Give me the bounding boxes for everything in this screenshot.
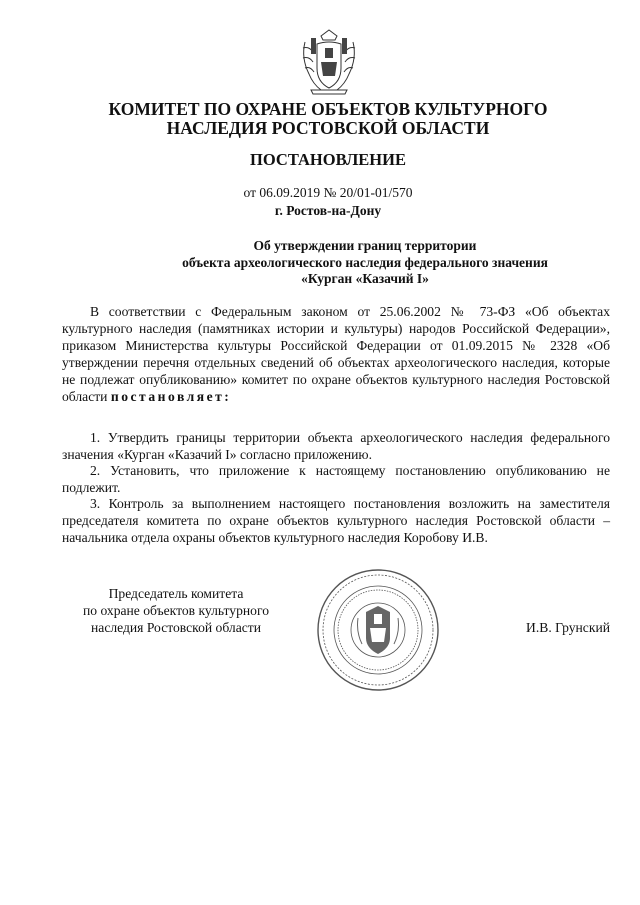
- organization-name: [0, 100, 640, 138]
- subject-line-3: «Курган «Казачий I»: [301, 271, 429, 286]
- coat-of-arms-icon: [299, 28, 359, 96]
- preamble-paragraph: [62, 304, 610, 405]
- subject-line-1: Об утверждении границ территории: [253, 238, 477, 253]
- item-2: 2. Установить, что приложение к настоящему постановлению опубликованию не подлежит.: [62, 463, 610, 495]
- org-line-2: НАСЛЕДИЯ РОСТОВСКОЙ ОБЛАСТИ: [166, 118, 490, 138]
- seal-icon: [316, 568, 440, 692]
- signatory-name: И.В. Грунский: [526, 620, 610, 635]
- signatory-title-line-1: Председатель комитета: [108, 586, 244, 601]
- signatory-title-line-2: по охране объектов культурного: [82, 602, 270, 618]
- document-date-number: от 06.09.2019 № 20/01-01/570: [243, 185, 413, 200]
- subject-line-2: объекта археологического наследия федерального значения: [182, 254, 548, 270]
- item-1: 1. Утвердить границы территории объекта археологического наследия федерального значения «Курган «Казачий I» согласно приложению.: [62, 430, 610, 462]
- preamble-text: В соответствии с Федеральным законом от 25.06.2002 № 73-ФЗ «Об объектах культурного наследия (памятниках истории и культуры) народов Российской Федерации», приказом Министерства культуры Российской Федерации от 01.09.2015 № 2328 «Об утверждении перечня отдельных сведений об объектах археологического наследия, которые не подлежат опубликованию» комитет по охране объектов культурного наследия Ростовской области: [62, 304, 610, 404]
- signatory-title: [50, 586, 302, 636]
- signatory-title-line-3: наследия Ростовской области: [91, 619, 261, 635]
- document-type: ПОСТАНОВЛЕНИЕ: [250, 150, 406, 169]
- document-city: г. Ростов-на-Дону: [274, 203, 382, 218]
- decree-word: постановляет:: [110, 388, 232, 404]
- document-subject: [100, 238, 630, 288]
- org-line-1: КОМИТЕТ ПО ОХРАНЕ ОБЪЕКТОВ КУЛЬТУРНОГО: [108, 99, 548, 119]
- item-3: 3. Контроль за выполнением настоящего постановления возложить на заместителя председателя комитета по охране объектов культурного наследия Ростовской области – начальника отдела охраны объектов культурного наследия Коробову И.В.: [62, 496, 610, 545]
